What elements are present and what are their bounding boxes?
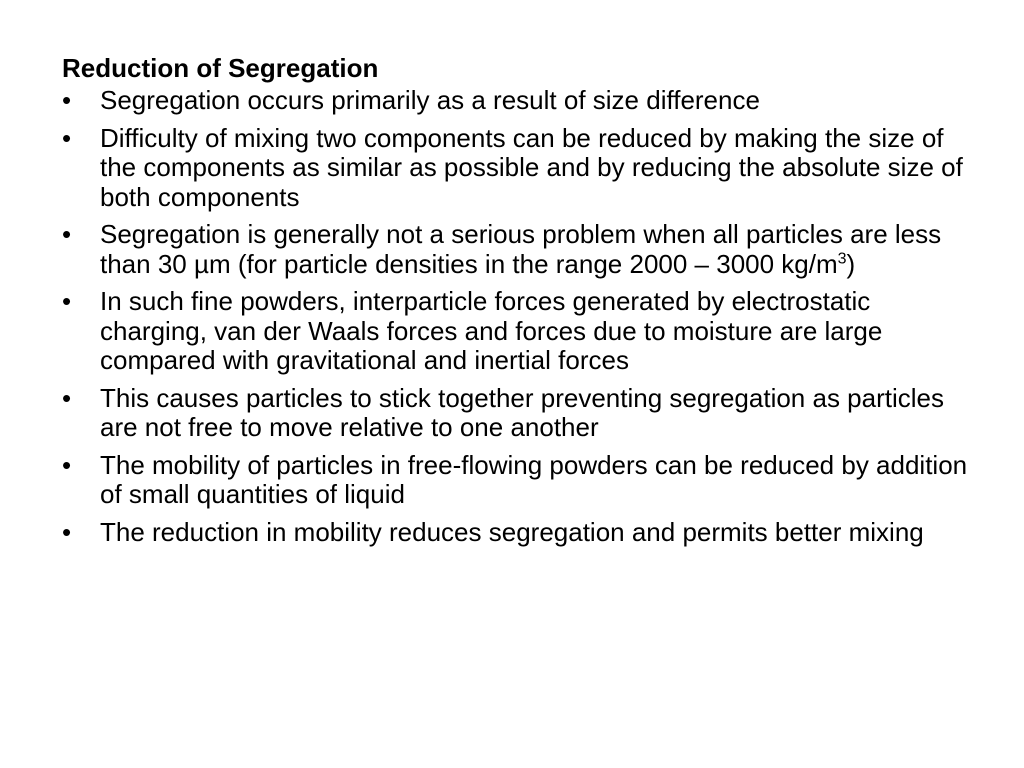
bullet-text-tail: ) xyxy=(846,248,856,279)
bullet-item xyxy=(62,518,972,548)
bullet-item xyxy=(62,451,972,510)
bullet-text: This causes particles to stick together preventing segregation as particles are not free to move relative to one another xyxy=(100,382,944,442)
bullet-icon: • xyxy=(62,516,72,547)
bullet-item xyxy=(62,287,972,376)
slide-title: Reduction of Segregation xyxy=(62,53,379,83)
slide-content xyxy=(62,52,972,555)
bullet-text: Segregation occurs primarily as a result of size difference xyxy=(100,85,760,115)
bullet-icon: • xyxy=(62,122,72,153)
bullet-item xyxy=(62,124,972,213)
bullet-icon: • xyxy=(62,382,72,413)
bullet-text xyxy=(100,219,941,279)
bullet-icon: • xyxy=(62,286,72,316)
bullet-item xyxy=(62,384,972,443)
bullet-text: The mobility of particles in free-flowing powders can be reduced by addition of small quantities of liquid xyxy=(100,449,968,509)
bullet-icon: • xyxy=(62,449,72,480)
bullet-text: In such fine powders, interparticle forces generated by electrostatic charging, van der Waals forces and forces due to moisture are large compared with gravitational and inertial forces xyxy=(100,286,883,375)
bullet-list xyxy=(62,86,972,547)
bullet-icon: • xyxy=(62,85,72,115)
bullet-text-main: Segregation is generally not a serious problem when all particles are less than 30 µm (for particle densities in the range 2000 – 3000 kg/m xyxy=(100,219,942,279)
bullet-text: Difficulty of mixing two components can be reduced by making the size of the components as similar as possible and by reducing the absolute size of both components xyxy=(100,122,963,212)
bullet-item xyxy=(62,220,972,279)
bullet-icon: • xyxy=(62,219,72,249)
superscript-exponent: 3 xyxy=(837,249,847,267)
bullet-item xyxy=(62,86,972,116)
bullet-text: The reduction in mobility reduces segregation and permits better mixing xyxy=(100,516,924,547)
